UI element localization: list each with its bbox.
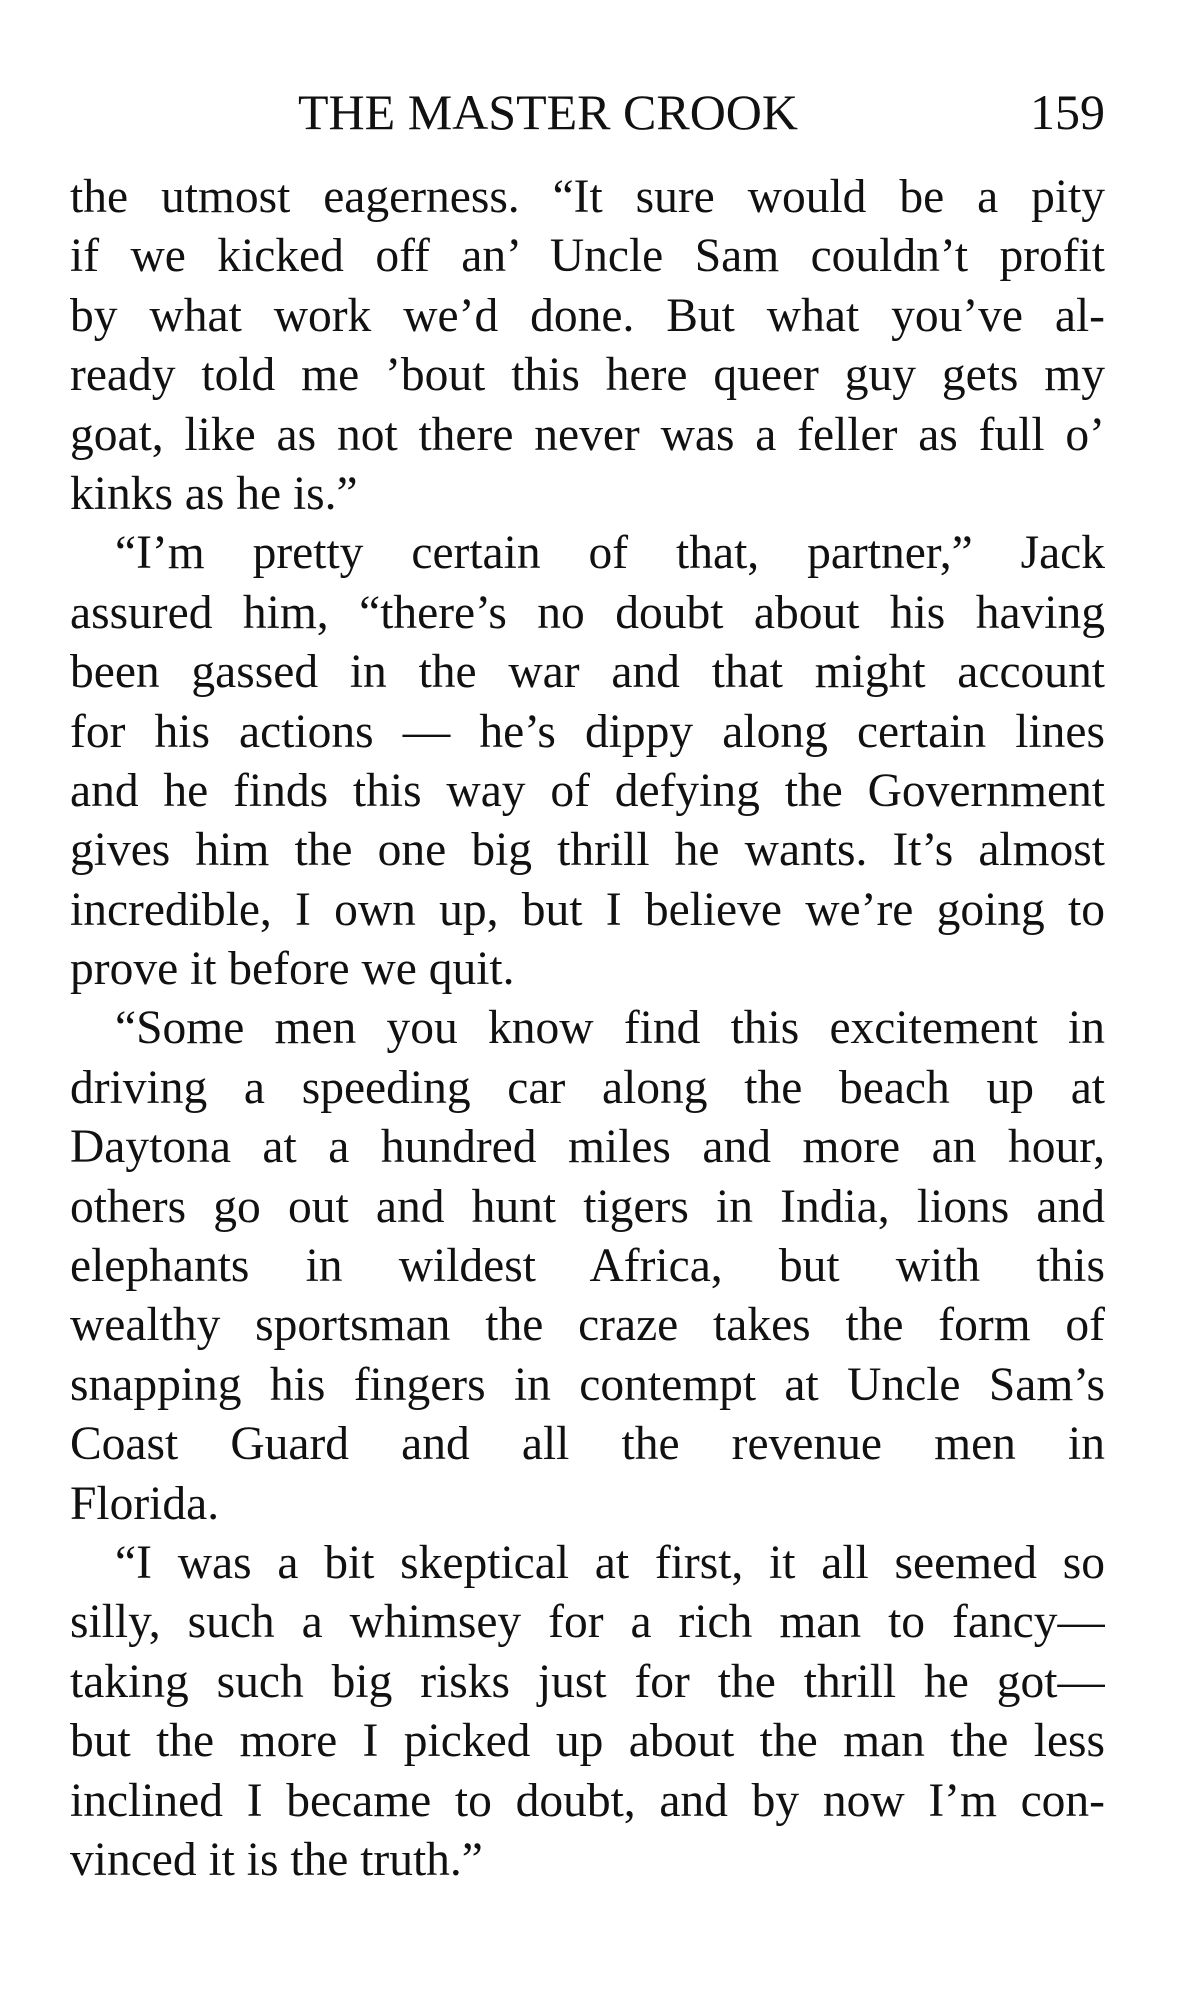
text-line: driving a speeding car along the beach up at <box>70 1061 1105 1114</box>
text-line: if we kicked off an’ Uncle Sam couldn’t profit <box>70 230 1105 283</box>
text-line: but the more I picked up about the man the less <box>70 1715 1105 1768</box>
text-line: vinced it is the truth.” <box>70 1833 483 1886</box>
body-text <box>70 168 1105 1890</box>
text-line: “I’m pretty certain of that, partner,” Jack <box>115 527 1105 580</box>
text-line: taking such big risks just for the thrill he got— <box>70 1655 1105 1708</box>
text-line: “Some men you know find this excitement in <box>115 1002 1105 1055</box>
text-line: and he finds this way of defying the Government <box>70 764 1105 817</box>
text-line: snapping his fingers in contempt at Uncle Sam’s <box>70 1358 1105 1411</box>
text-line: goat, like as not there never was a feller as full o’ <box>70 408 1105 461</box>
text-line: “I was a bit skeptical at first, it all seemed so <box>115 1536 1105 1589</box>
text-line: wealthy sportsman the craze takes the form of <box>70 1299 1105 1352</box>
text-line: inclined I became to doubt, and by now I’m con- <box>70 1774 1105 1827</box>
text-line: the utmost eagerness. “It sure would be a pity <box>70 171 1105 223</box>
page-number: 159 <box>1030 84 1105 140</box>
text-line: kinks as he is.” <box>70 467 358 520</box>
text-line: prove it before we quit. <box>70 943 515 996</box>
text-line: silly, such a whimsey for a rich man to fancy— <box>70 1596 1105 1649</box>
text-line: Florida. <box>70 1477 220 1530</box>
text-line: Daytona at a hundred miles and more an hour, <box>70 1121 1105 1174</box>
text-line: others go out and hunt tigers in India, lions and <box>70 1180 1105 1233</box>
text-line: incredible, I own up, but I believe we’re going to <box>70 883 1105 936</box>
text-line: been gassed in the war and that might account <box>70 646 1105 699</box>
text-line: by what work we’d done. But what you’ve al- <box>70 289 1105 342</box>
text-line: ready told me ’bout this here queer guy gets my <box>70 349 1105 402</box>
text-line: Coast Guard and all the revenue men in <box>70 1418 1105 1471</box>
text-line: assured him, “there’s no doubt about his having <box>70 586 1105 639</box>
text-line: gives him the one big thrill he wants. It’s almost <box>70 824 1105 877</box>
text-line: elephants in wildest Africa, but with this <box>70 1240 1105 1293</box>
text-line: for his actions — he’s dippy along certain lines <box>70 705 1105 758</box>
running-title: THE MASTER CROOK <box>298 84 799 140</box>
running-head <box>70 80 1105 144</box>
